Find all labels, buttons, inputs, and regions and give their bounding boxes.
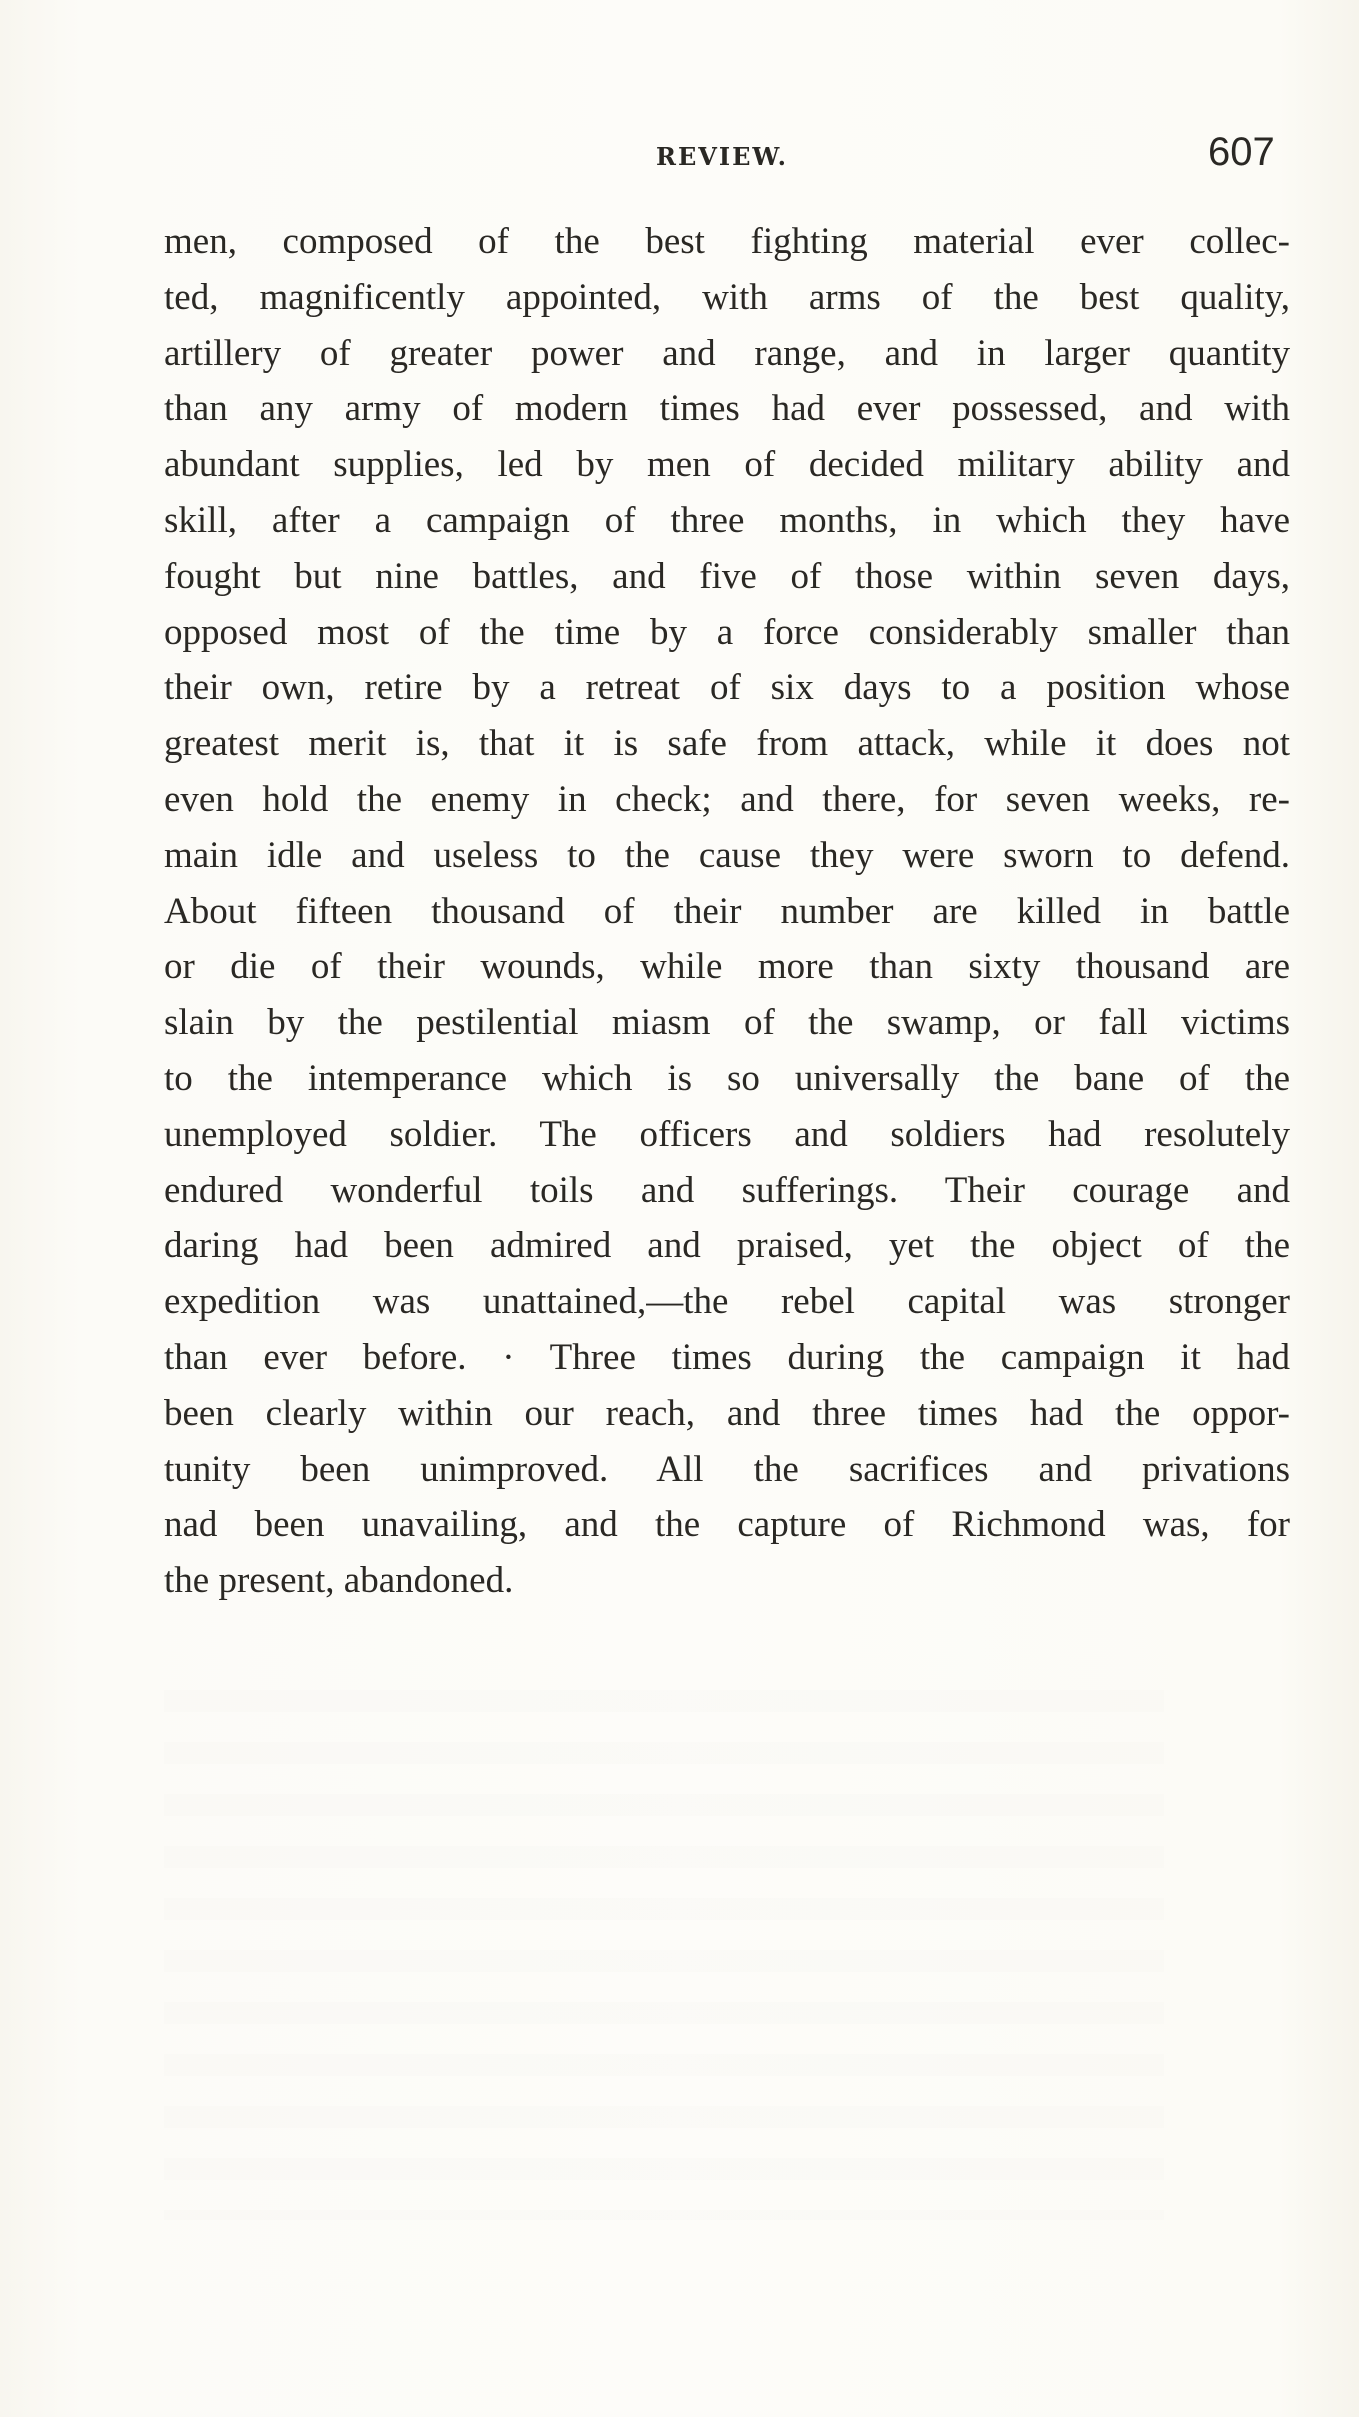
text-line: skill, after a campaign of three months, in which they have xyxy=(164,499,1290,541)
text-line: artillery of greater power and range, and in larger quantity xyxy=(164,332,1290,374)
text-line: greatest merit is, that it is safe from attack, while it does not xyxy=(164,723,1290,765)
text-line: opposed most of the time by a force considerably smaller than xyxy=(164,611,1290,653)
text-line: ted, magnificently appointed, with arms of the best quality, xyxy=(164,276,1290,318)
text-line: than any army of modern times had ever possessed, and with xyxy=(164,388,1290,430)
text-line: unemployed soldier. The officers and soldiers had resolutely xyxy=(164,1113,1290,1155)
text-line: than ever before. · Three times during the campaign it had xyxy=(164,1336,1290,1378)
text-line: their own, retire by a retreat of six days to a position whose xyxy=(164,667,1290,709)
text-line: expedition was unattained,—the rebel capital was stronger xyxy=(164,1281,1290,1323)
show-through-texture xyxy=(164,1660,1164,2220)
text-line: to the intemperance which is so universally the bane of the xyxy=(164,1057,1290,1099)
running-head-title: REVIEW. xyxy=(656,142,788,171)
body-paragraph xyxy=(164,214,1290,1609)
text-line: men, composed of the best fighting material ever collec- xyxy=(164,221,1290,262)
text-line: fought but nine battles, and five of those within seven days, xyxy=(164,555,1290,597)
text-line: main idle and useless to the cause they were sworn to defend. xyxy=(164,834,1290,876)
text-line: endured wonderful toils and sufferings. Their courage and xyxy=(164,1169,1290,1211)
running-head xyxy=(0,130,1359,180)
text-line: even hold the enemy in check; and there, for seven weeks, re- xyxy=(164,778,1290,820)
text-line-last: the present, abandoned. xyxy=(164,1560,514,1602)
text-line: tunity been unimproved. All the sacrifices and privations xyxy=(164,1448,1290,1490)
page-number: 607 xyxy=(1208,130,1275,174)
text-line: or die of their wounds, while more than sixty thousand are xyxy=(164,946,1290,988)
text-line: nad been unavailing, and the capture of Richmond was, for xyxy=(164,1504,1290,1546)
text-line: slain by the pestilential miasm of the swamp, or fall victims xyxy=(164,1002,1290,1044)
text-line: been clearly within our reach, and three times had the oppor- xyxy=(164,1392,1290,1434)
text-line: About fifteen thousand of their number are killed in battle xyxy=(164,890,1290,932)
text-line: daring had been admired and praised, yet the object of the xyxy=(164,1225,1290,1267)
text-line: abundant supplies, led by men of decided military ability and xyxy=(164,444,1290,486)
